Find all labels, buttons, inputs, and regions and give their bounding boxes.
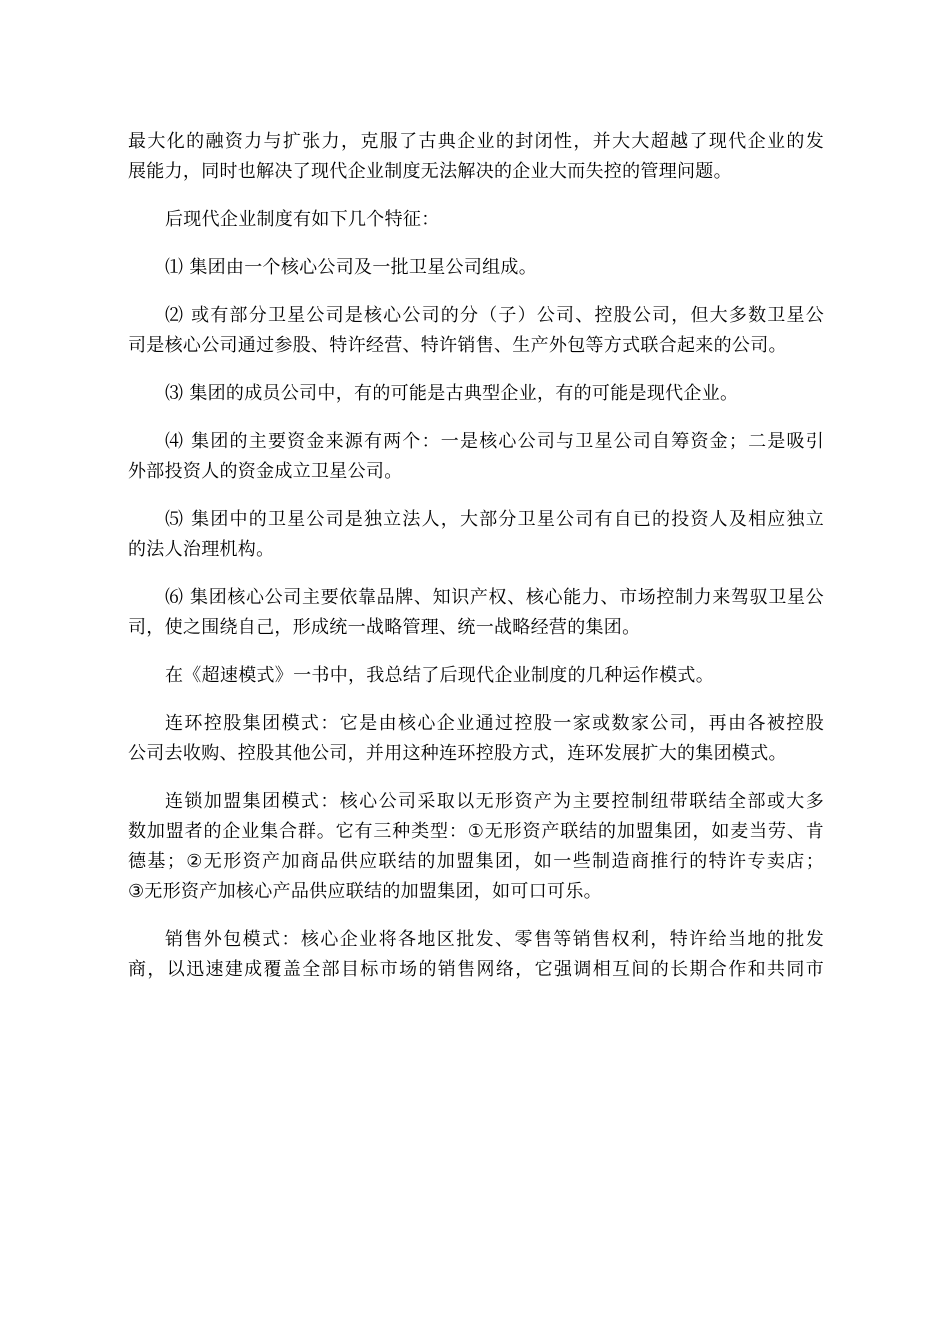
text-line: 展能力，同时也解决了现代企业制度无法解决的企业大而失控的管理问题。 (128, 161, 732, 182)
paragraph-franchise-group-model (128, 787, 824, 907)
text-line: 最大化的融资力与扩张力，克服了古典企业的封闭性，并大大超越了现代企业的发 (128, 131, 824, 152)
paragraph-feature-1 (128, 253, 824, 283)
text-line: 德基；②无形资产加商品供应联结的加盟集团，如一些制造商推行的特许专卖店； (128, 851, 824, 872)
text-line: ⑵ 或有部分卫星公司是核心公司的分（子）公司、控股公司，但大多数卫星公 (165, 305, 824, 326)
paragraph-feature-5 (128, 505, 824, 565)
text-line: 在《超速模式》一书中，我总结了后现代企业制度的几种运作模式。 (165, 665, 714, 686)
text-line: 外部投资人的资金成立卫星公司。 (128, 461, 403, 482)
paragraph-feature-2 (128, 301, 824, 361)
paragraph-feature-4 (128, 427, 824, 487)
text-line: 数加盟者的企业集合群。它有三种类型：①无形资产联结的加盟集团，如麦当劳、肯 (128, 821, 824, 842)
text-line: 公司去收购、控股其他公司，并用这种连环控股方式，连环发展扩大的集团模式。 (128, 743, 787, 764)
text-line: ⑴ 集团由一个核心公司及一批卫星公司组成。 (165, 257, 538, 278)
paragraph-holding-group-model (128, 709, 824, 769)
text-line: ③无形资产加核心产品供应联结的加盟集团，如可口可乐。 (128, 881, 602, 902)
text-line: ⑹ 集团核心公司主要依靠品牌、知识产权、核心能力、市场控制力来驾驭卫星公 (165, 587, 824, 608)
text-line: 司是核心公司通过参股、特许经营、特许销售、生产外包等方式联合起来的公司。 (128, 335, 787, 356)
text-line: 连环控股集团模式：它是由核心企业通过控股一家或数家公司，再由各被控股 (165, 713, 824, 734)
text-line: 连锁加盟集团模式：核心公司采取以无形资产为主要控制纽带联结全部或大多 (165, 791, 824, 812)
text-line: 销售外包模式：核心企业将各地区批发、零售等销售权利，特许给当地的批发 (165, 929, 824, 950)
paragraph-feature-3 (128, 379, 824, 409)
paragraph-sales-outsourcing-model (128, 925, 824, 985)
text-line: 司，使之围绕自己，形成统一战略管理、统一战略经营的集团。 (128, 617, 641, 638)
text-line: ⑸ 集团中的卫星公司是独立法人，大部分卫星公司有自已的投资人及相应独立 (165, 509, 824, 530)
text-line: 后现代企业制度有如下几个特征： (165, 209, 440, 230)
text-line: ⑷ 集团的主要资金来源有两个：一是核心公司与卫星公司自筹资金；二是吸引 (165, 431, 824, 452)
paragraph-feature-6 (128, 583, 824, 643)
text-line: ⑶ 集团的成员公司中，有的可能是古典型企业，有的可能是现代企业。 (165, 383, 739, 404)
document-page (128, 127, 824, 1003)
paragraph-book-reference (128, 661, 824, 691)
text-line: 商，以迅速建成覆盖全部目标市场的销售网络，它强调相互间的长期合作和共同市 (128, 959, 824, 980)
paragraph-intro-continued (128, 127, 824, 187)
paragraph-features-heading (128, 205, 824, 235)
text-line: 的法人治理机构。 (128, 539, 275, 560)
